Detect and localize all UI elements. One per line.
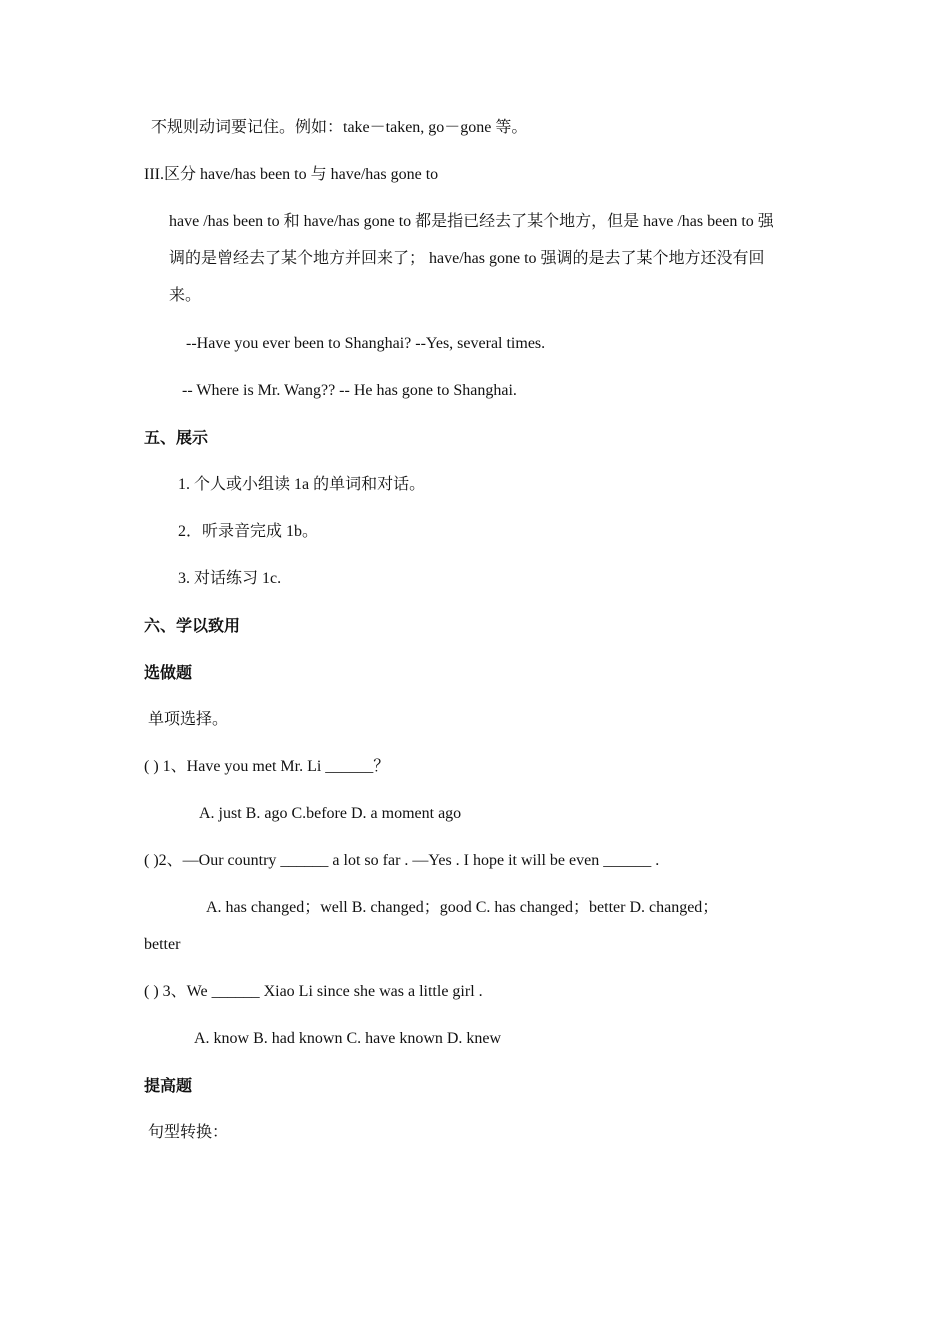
example-sentence: -- Where is Mr. Wang?? -- He has gone to Shanghai.	[182, 382, 517, 399]
transform-title: 句型转换：	[148, 1124, 229, 1141]
question-1-options: A. just B. ago C.before D. a moment ago	[199, 805, 462, 822]
explanation-paragraph	[169, 203, 809, 314]
list-item: 1. 个人或小组读 1a 的单词和对话。	[178, 476, 426, 493]
explanation-line: 来。	[169, 287, 202, 304]
question-2-options: A. has changed；well B. changed；good C. has changed；better D. changed；	[206, 899, 719, 916]
example-sentence: --Have you ever been to Shanghai? --Yes, several times.	[186, 335, 546, 352]
explanation-line: have /has been to 和 have/has gone to 都是指已经去了某个地方，但是 have /has been to 强	[169, 213, 774, 230]
advanced-title: 提高题	[144, 1076, 193, 1095]
irregular-verbs-note: 不规则动词要记住。例如：take－taken, go－gone 等。	[151, 119, 528, 136]
section-5-title: 五、展示	[144, 428, 209, 447]
section-6-title: 六、学以致用	[144, 616, 241, 635]
list-item: 2．听录音完成 1b。	[178, 523, 319, 540]
question-1: ( ) 1、Have you met Mr. Li ______？	[144, 758, 390, 775]
question-3: ( ) 3、We ______ Xiao Li since she was a little girl .	[144, 983, 483, 1000]
question-2: ( )2、—Our country ______ a lot so far . —Yes . I hope it will be even ______ .	[144, 852, 660, 869]
question-2-options-continued: better	[144, 936, 181, 953]
optional-title: 选做题	[144, 663, 193, 682]
choice-title: 单项选择。	[148, 711, 229, 728]
section-iii-title: III.区分 have/has been to 与 have/has gone to	[144, 166, 439, 183]
explanation-line: 调的是曾经去了某个地方并回来了； have/has gone to 强调的是去了某个地方还没有回	[169, 250, 765, 267]
list-item: 3. 对话练习 1c.	[178, 570, 282, 587]
question-3-options: A. know B. had known C. have known D. knew	[194, 1030, 502, 1047]
